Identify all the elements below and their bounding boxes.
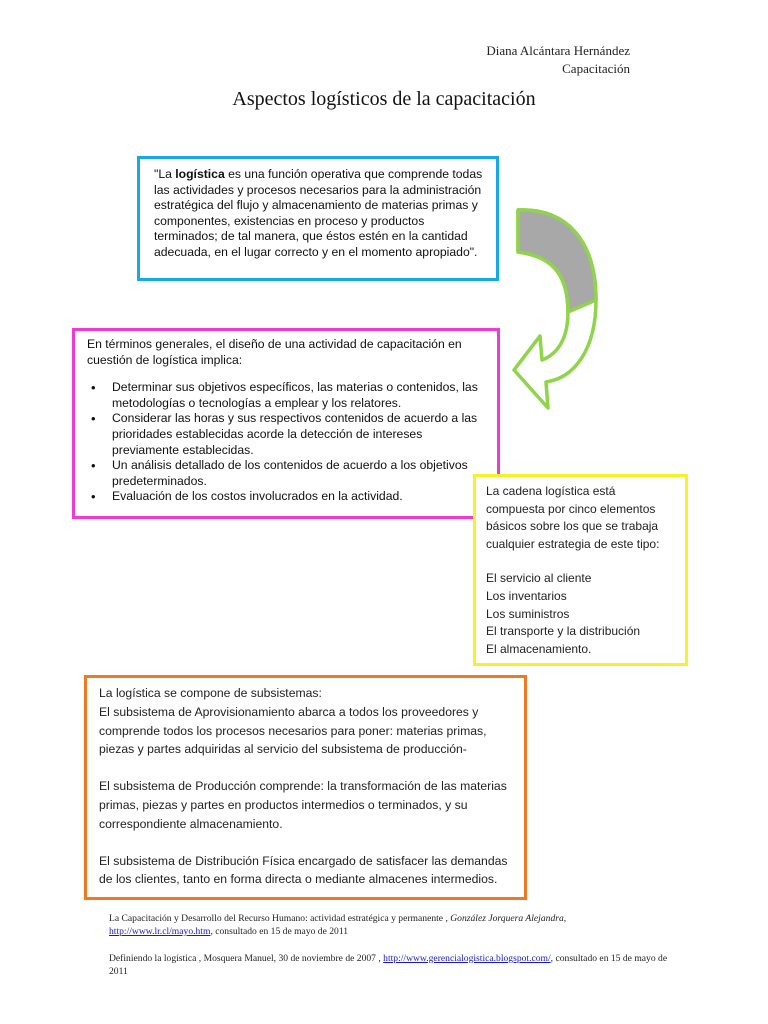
definition-bold-word: logística (175, 167, 225, 181)
reference-item (109, 912, 669, 938)
reference-item (109, 952, 669, 978)
reference-author: González Jorquera Alejandra, (450, 913, 567, 924)
reference-text: Definiendo la logística , Mosquera Manuel, 30 de noviembre de 2007 , (109, 953, 384, 964)
arrow-shade (518, 210, 596, 312)
chain-intro-line: básicos sobre los que se trabaja (486, 519, 659, 534)
list-item: • Determinar sus objetivos específicos, las materias o contenidos, las metodologías o tecnologías a emplear y los relatores. (87, 380, 485, 411)
chain-element: El servicio al cliente (486, 571, 592, 586)
subsystems-paragraph: El subsistema de Distribución Física encargado de satisfacer las demandas de los clientes, tanto en forma directa o mediante almacenes intermedios. (99, 853, 508, 887)
chain-intro-line: La cadena logística está (486, 484, 616, 498)
chain-intro-line: cualquier estrategia de este tipo: (486, 536, 660, 551)
reference-link[interactable]: http://www.gerencialogistica.blogspot.com/ (383, 953, 551, 964)
page-title: Aspectos logísticos de la capacitación (232, 88, 536, 110)
chain-element: Los suministros (486, 606, 570, 621)
definition-prefix: "La (154, 167, 176, 181)
reference-suffix: , consultado en 15 de mayo de 2011 (210, 926, 349, 937)
subsystems-box (84, 675, 527, 900)
logistics-definition-box (137, 156, 499, 281)
reference-text: La Capacitación y Desarrollo del Recurso Humano: actividad estratégica y permanente , (109, 913, 451, 924)
chain-intro-line: compuesta por cinco elementos (486, 501, 656, 516)
logistics-chain-box (473, 474, 688, 666)
list-item: • Considerar las horas y sus respectivos contenidos de acuerdo a las prioridades establecidas acorde la detección de intereses previamente establecidas. (87, 411, 485, 458)
subject-label: Capacitación (562, 61, 630, 76)
definition-text: es una función operativa que comprende todas las actividades y procesos necesarios para la administración estratégica del flujo y almacenamiento de materias primas y componentes, existencias en proceso y productos terminados; de tal manera, que éstos estén en la cantidad adecuada, en el lugar correcto y en el momento apropiado". (154, 167, 483, 259)
subsystems-paragraph: La logística se compone de subsistemas: El subsistema de Aprovisionamiento abarca a todos los proveedores y comprende todos los procesos necesarios para poner: materias primas, piezas y partes adquiridas al servicio del subsistema de producción- (99, 686, 487, 757)
chain-element: El almacenamiento. (486, 641, 592, 656)
chain-element: El transporte y la distribución (486, 624, 641, 639)
subsystems-paragraph: El subsistema de Producción comprende: la transformación de las materias primas, piezas y partes en productos intermedios o terminados, y su correspondiente almacenamiento. (99, 779, 507, 831)
document-header (430, 42, 630, 78)
design-intro: En términos generales, el diseño de una actividad de capacitación en cuestión de logística implica: (87, 337, 462, 367)
list-item: • Evaluación de los costos involucrados en la actividad. (87, 489, 485, 505)
training-design-box (72, 328, 500, 519)
reference-suffix: , consultado en 15 de mayo de 2011 (109, 953, 668, 977)
list-item: • Un análisis detallado de los contenidos de acuerdo a los objetivos predeterminados. (87, 458, 485, 489)
references (109, 912, 669, 992)
curved-arrow-icon (496, 200, 606, 420)
chain-element: Los inventarios (486, 588, 567, 603)
design-list (87, 380, 485, 505)
author-name: Diana Alcántara Hernández (486, 43, 630, 58)
reference-link[interactable]: http://www.lr.cl/mayo.htm (109, 926, 211, 937)
